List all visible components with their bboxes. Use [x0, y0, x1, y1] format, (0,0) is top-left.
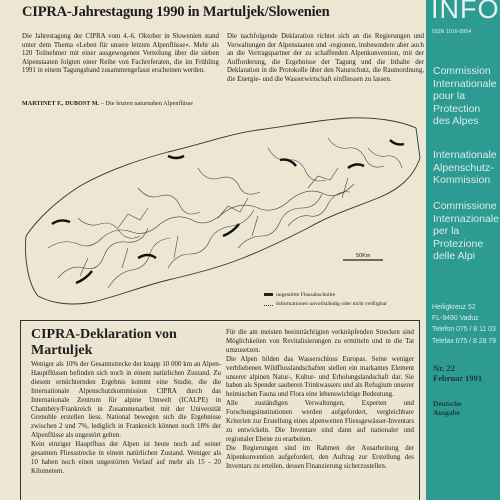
- declaration-title: CIPRA-Deklaration von Martuljek: [31, 327, 177, 358]
- caption-text: – Die letzten naturnahen Alpenflüsse: [99, 101, 194, 107]
- org-line: delle Alpi: [433, 250, 476, 262]
- map-scale-label: 50Km: [356, 253, 371, 259]
- declaration-paragraph: Für die am meisten beeinträchtigten verknüpfenden Strecken sind Möglichkeiten von Revitalisierungen zu ermitteln und in die Tat umzusetzen.: [226, 329, 414, 354]
- intro-text-right: Die nachfolgende Deklaration richtet sich an die Regierungen und Verwaltungen der Alpenstaaten und -regionen, insbesondere aber auch an die Vertragspartner der zu schaffenden Alpenkonvention, mit der Aufforderung, die Ergebnisse der Tagung und die Inhalte der Deklaration in die Protokolle über den Naturschutz, die Raumordnung, die Energie- und die Wasserwirtschaft einfliessen zu lassen.: [227, 33, 424, 83]
- declaration-paragraph: Die Alpen bilden das Wasserschloss Europas. Seine weniger verbliebenen Wildflusslandschaften stellen ein markantes Element unserer alpinen Natur-, Kultur- und Erholungslandschaft dar. Sie haben als Spender sauberen Trinkwassers und als Refugium unserer heimischen Fauna und Flora eine lebenswichtige Bedeutung.: [226, 355, 414, 399]
- phone-line: Telefon 075 / 8 11 03: [432, 326, 496, 334]
- river-network: [48, 138, 402, 288]
- org-line: Commissione: [433, 200, 497, 212]
- org-line: pour la: [433, 90, 466, 102]
- language-line: Ausgabe: [433, 408, 460, 417]
- issn-number: ISSN 1016-9954: [432, 29, 472, 35]
- org-name-italian: [433, 200, 500, 263]
- legend-incomplete: [264, 301, 387, 307]
- map-caption: [22, 101, 193, 107]
- declaration-paragraph: Weniger als 10% der Gesamtstrecke der knapp 10 000 km an Alpen-Hauptflüssen befinden sich noch in einem natürlichen Zustand. Zu diesem ernüchternden Ergebnis kommt eine Studie, die die Internationale Alpenschutzkommission CIPRA durch das Internationale Zentrum für alpine Umwelt (ICALPE) in Chambéry/Frankreich in Zusammenarbeit mit der Universität Grenoble erstellen liess. National bewegen sich die Ergebnisse zwischen 2 und 7%, lediglich in Frankreich können noch 18% der Alpenflüsse als ungestört gelten.: [31, 361, 221, 440]
- legend-undisturbed: [264, 292, 335, 298]
- intro-text-left: Die Jahrestagung der CIPRA vom 4.-6. Oktober in Slowenien stand unter dem Thema «Leben für unsere letzten Alpenflüsse». Mehr als 120 Teilnehmer mit einer ausgewogenen Verteilung über die sieben Alpenstaaten folgten einer Reihe von Fachreferaten, die im Frühling 1991 in einem Tagungsband zusammengefasst erscheinen werden.: [22, 33, 219, 75]
- org-line: des Alpes: [433, 115, 479, 127]
- issue-info: [433, 363, 482, 383]
- org-line: Internationale: [433, 149, 497, 161]
- org-name-french: [433, 65, 500, 128]
- caption-author: MARTINET F., DUBOST M.: [22, 101, 100, 107]
- address-line: Heiligkreuz 52: [432, 304, 476, 311]
- issue-number: Nr. 22: [433, 363, 455, 373]
- alps-outline: [26, 118, 421, 304]
- language-line: Deutsche: [433, 399, 462, 408]
- org-name-german: [433, 149, 500, 187]
- org-line: Kommission: [433, 174, 491, 186]
- declaration-paragraph: Die Regierungen sind im Rahmen der Ausarbeitung der Alpenkonvention aufgefordert, den Auftrag zur Erstellung des Inventars zu erteilen, dessen Finanzierung sicherzustellen.: [226, 444, 414, 470]
- org-line: per la: [433, 225, 460, 237]
- address-line: FL-9490 Vaduz: [432, 315, 479, 323]
- legend-incomplete-label: Informationen unvollständig oder nicht verfügbar: [276, 301, 387, 307]
- article-headline: CIPRA-Jahrestagung 1990 in Martuljek/Slowenien: [22, 4, 330, 20]
- info-logo: [426, 0, 500, 32]
- declaration-left-column: [31, 361, 221, 477]
- declaration-box: [20, 320, 420, 500]
- declaration-paragraph: Kein einziger Hauptfluss der Alpen ist heute noch auf seiner gesamten Fliessstrecke in einem natürlichen Zustand. Weniger als 10 haben noch einen ungestörten Verlauf auf mehr als 15 - 20 Kilometern.: [31, 441, 221, 475]
- legend-swatch: [264, 293, 273, 296]
- legend-undisturbed-label: ungestörte Flussabschnitte: [276, 292, 336, 298]
- org-line: Commission: [433, 65, 491, 77]
- teal-sidebar: [426, 0, 500, 500]
- address-block: [432, 302, 496, 347]
- legend-swatch-dotted: [264, 302, 273, 306]
- org-line: Internazionale: [433, 212, 499, 225]
- alpine-rivers-map: [18, 108, 423, 308]
- edition-language: [433, 399, 461, 417]
- fax-line: Telefax 075 / 8 28 79: [432, 337, 496, 345]
- org-line: Protezione: [433, 237, 484, 250]
- undisturbed-sections: [52, 140, 404, 283]
- issue-date: Februar 1991: [433, 373, 483, 383]
- org-line: Internationale: [433, 77, 497, 90]
- info-logo-text: INFO: [431, 0, 500, 24]
- org-line: Alpenschutz-: [433, 161, 494, 174]
- declaration-right-column: [226, 329, 414, 472]
- org-line: Protection: [433, 102, 481, 115]
- declaration-paragraph: Alle zuständigen Verwaltungen, Experten und Forschungsinstitutionen werden aufgefordert, vergleichbare Kriterien zur Erstellung eines alpenweiten Fliessgewässer-Inventars zu entwickeln. Die Inventare sind dann auf nationaler und regionaler Ebene zu erarbeiten.: [226, 400, 414, 443]
